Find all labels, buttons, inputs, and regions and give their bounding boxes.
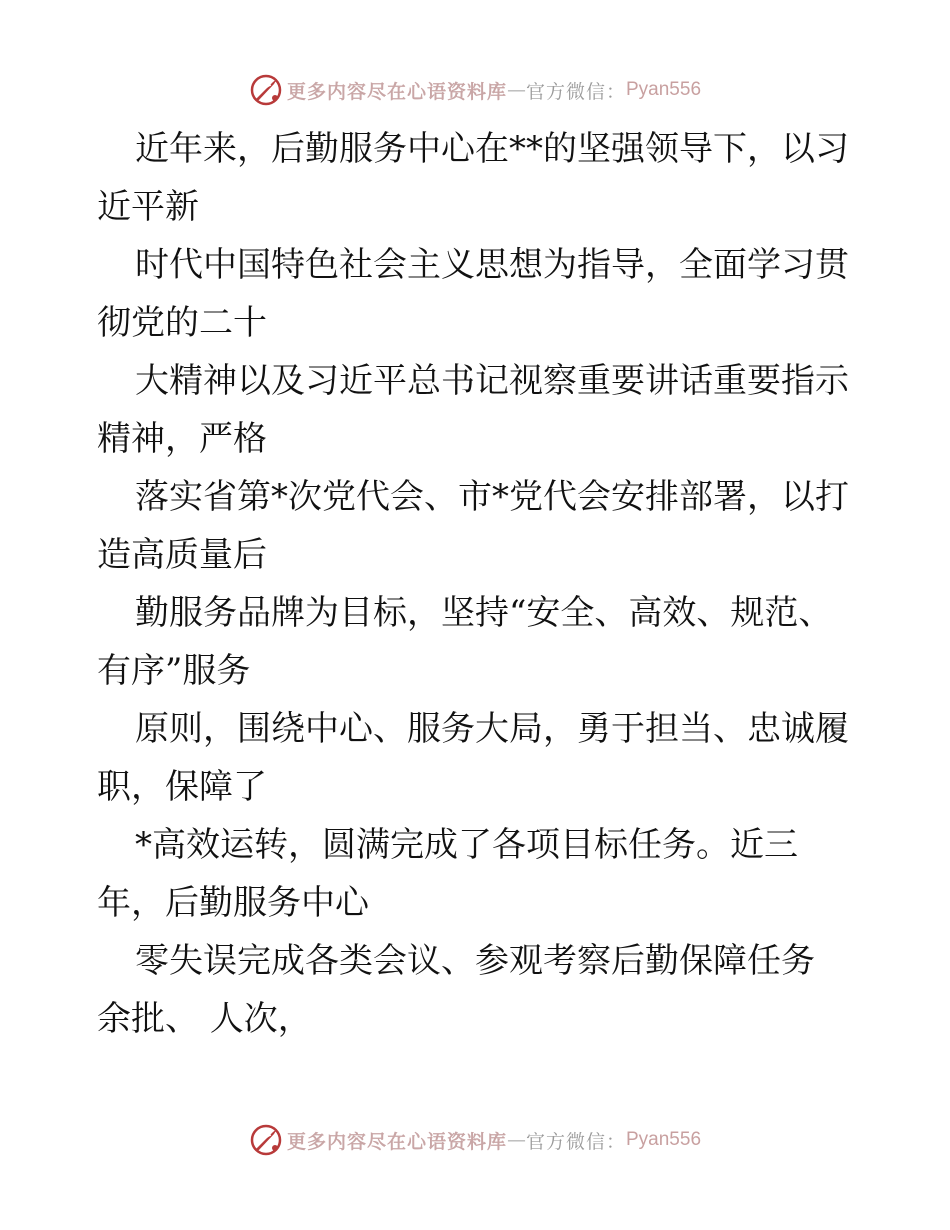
paragraph-8 — [97, 932, 857, 1048]
paragraph-6 — [97, 700, 857, 816]
paragraph-line: 造高质量后 — [97, 535, 267, 575]
paragraph-line: 余批、 人次， — [97, 999, 312, 1039]
paragraph-5 — [97, 584, 857, 700]
paragraph-line: 勤服务品牌为目标，坚持“安全、高效、规范、 — [135, 593, 833, 633]
paragraph-1 — [97, 120, 857, 236]
header-dash: — — [506, 79, 526, 101]
paragraph-line: 近年来，后勤服务中心在**的坚强领导下，以习 — [135, 129, 849, 169]
quill-pen-logo-icon — [249, 1123, 283, 1157]
footer-wechat-label: 官方微信： — [525, 1130, 626, 1153]
paragraph-2 — [97, 236, 857, 352]
footer-brand-text: 更多内容尽在心语资料库 — [286, 1130, 507, 1153]
paragraph-line: 大精神以及习近平总书记视察重要讲话重要指示 — [135, 361, 849, 401]
paragraph-line: 近平新 — [97, 187, 199, 227]
paragraph-line: 时代中国特色社会主义思想为指导，全面学习贯 — [135, 245, 849, 285]
footer-dash: — — [506, 1129, 526, 1151]
quill-pen-logo-icon — [249, 73, 283, 107]
paragraph-line: 彻党的二十 — [97, 303, 267, 343]
header-banner — [0, 70, 950, 110]
paragraph-4 — [97, 468, 857, 584]
header-brand-text: 更多内容尽在心语资料库 — [286, 80, 507, 103]
paragraph-line: 原则，围绕中心、服务大局，勇于担当、忠诚履 — [135, 709, 849, 749]
footer-banner — [0, 1120, 950, 1160]
paragraph-line: 有序”服务 — [97, 651, 251, 691]
header-wechat-id: Pyan556 — [626, 79, 702, 100]
paragraph-7 — [97, 816, 857, 932]
footer-wechat-id: Pyan556 — [626, 1129, 702, 1150]
paragraph-line: *高效运转，圆满完成了各项目标任务。近三 — [135, 825, 798, 865]
paragraph-line: 年，后勤服务中心 — [97, 883, 369, 923]
header-wechat-label: 官方微信： — [525, 80, 626, 103]
paragraph-line: 职，保障了 — [97, 767, 267, 807]
paragraph-3 — [97, 352, 857, 468]
document-body — [97, 120, 857, 1048]
paragraph-line: 零失误完成各类会议、参观考察后勤保障任务 — [135, 941, 815, 981]
paragraph-line: 落实省第*次党代会、市*党代会安排部署，以打 — [135, 477, 849, 517]
paragraph-line: 精神，严格 — [97, 419, 267, 459]
